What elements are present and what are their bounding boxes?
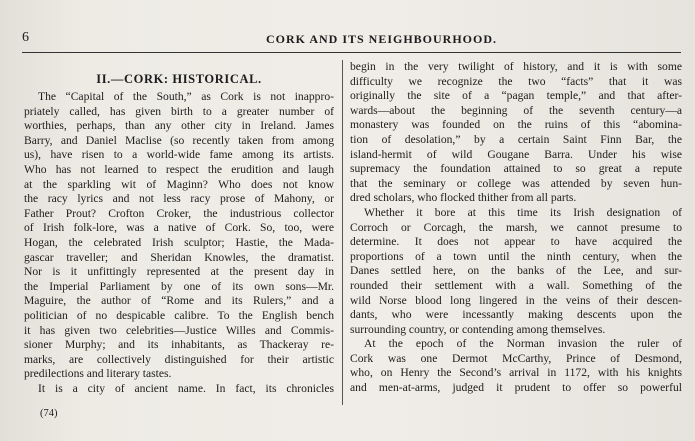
header-rule — [22, 52, 681, 53]
text-line: Barry, and Daniel Maclise (so recently taken from among — [24, 133, 334, 147]
column-divider — [342, 60, 343, 405]
text-line: at the sparkling wit of Maginn? Who does not know — [24, 177, 334, 191]
text-line: Who has not learned to respect the erudition and laugh — [24, 162, 334, 176]
text-line: us), have risen to a world-wide fame among its artists. — [24, 148, 334, 162]
running-head: CORK AND ITS NEIGHBOURHOOD. — [265, 32, 498, 46]
text-line: it has given two celebrities—Justice Willes and Commis- — [24, 323, 334, 337]
text-line: dants, who were incessantly making descents upon the — [350, 308, 682, 322]
signature-mark: (74) — [40, 408, 58, 419]
text-line: surrounding country, or contending among themselves. — [350, 322, 606, 336]
text-line: wards—about the beginning of the seventh century—a — [350, 103, 682, 117]
text-line: Maguire, the author of “Rome and its Rulers,” and a — [24, 294, 334, 308]
text-line: Whether it bore at this time its Irish designation of — [364, 205, 682, 219]
text-line: sioner Murphy; and its inhabitants, as Thackeray re- — [24, 338, 334, 352]
text-line: Corroch or Corcagh, the marsh, we cannot presume to — [350, 220, 682, 234]
text-line: tion of desolation,” by a certain Saint Finn Bar, the — [350, 132, 682, 146]
right-column — [350, 60, 682, 396]
page-header — [22, 30, 681, 48]
text-line: At the epoch of the Norman invasion the ruler of — [364, 337, 682, 351]
page-number: 6 — [22, 30, 29, 45]
text-line: marks, are collectively distinguished for their artistic — [24, 352, 334, 366]
text-line: monastery was founded on the ruins of this “abomina- — [350, 118, 682, 132]
text-line: The “Capital of the South,” as Cork is not inappro- — [38, 90, 334, 103]
text-line: of Irish folk-lore, was a native of Cork. So, too, were — [24, 221, 334, 235]
text-line: priately called, has given birth to a greater number of — [24, 104, 334, 118]
text-line: and men-at-arms, judged it prudent to offer so powerful — [350, 381, 682, 395]
section-title: II.—CORK: HISTORICAL. — [96, 72, 262, 86]
text-line: who, on Henry the Second’s arrival in 1172, with his knights — [350, 366, 682, 380]
text-line: begin in the very twilight of history, and it is with some — [350, 60, 682, 73]
text-line: determine. It does not appear to have acquired the — [350, 235, 682, 249]
text-line: supremacy the foundation attained to so great a repute — [350, 162, 682, 176]
text-line: that the seminary or college was attended by seven hun- — [350, 176, 682, 190]
text-line: proportions of a town until the ninth century, when the — [350, 249, 682, 263]
text-line: island-hermit of wild Gougane Barra. Under his wise — [350, 147, 682, 161]
text-line: predilections and literary tastes. — [24, 367, 172, 381]
text-line: the Imperial Parliament by one of its own sons—Mr. — [24, 279, 334, 293]
right-column-text — [350, 60, 682, 396]
left-column-text — [24, 90, 334, 396]
text-line: Cork was one Dermot McCarthy, Prince of Desmond, — [350, 351, 682, 365]
text-line: Father Prout? Crofton Croker, the industrious collector — [24, 206, 334, 220]
text-line: difficulty we recognize the two “facts” that it was — [350, 74, 682, 88]
text-line: wild Norse blood long lingered in the veins of their descen- — [350, 293, 682, 307]
left-column — [24, 60, 334, 396]
text-line: Nor is it unfittingly represented at the present day in — [24, 265, 334, 279]
text-line: It is a city of ancient name. In fact, its chronicles — [38, 381, 334, 395]
text-line: worthies, perhaps, than any other city in Ireland. James — [24, 119, 334, 133]
text-line: rounded their settlement with a wall. Something of the — [350, 278, 682, 292]
text-line: Danes settled here, on the banks of the Lee, and sur- — [350, 264, 682, 278]
text-line: Hogan, the celebrated Irish sculptor; Hastie, the Mada- — [24, 235, 334, 249]
text-line: politician of no despicable calibre. To the English bench — [24, 308, 334, 322]
text-line: originally the site of a “pagan temple,” and that after- — [350, 89, 682, 103]
text-line: dred scholars, who flocked thither from all parts. — [350, 191, 577, 205]
text-line: gascar traveller; and Sheridan Knowles, the dramatist. — [24, 250, 334, 264]
text-line: the racy lyrics and not less racy prose of Mahony, or — [24, 192, 334, 206]
